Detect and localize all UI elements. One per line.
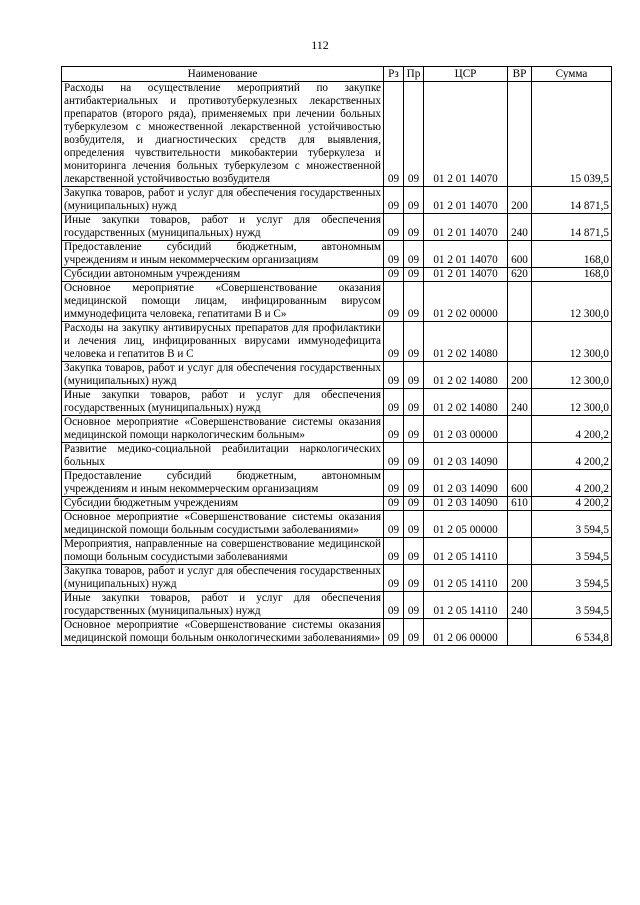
- row-pr: 09: [404, 538, 424, 565]
- table-row: [62, 565, 612, 592]
- table-header-row: [62, 67, 612, 82]
- row-name: Закупка товаров, работ и услуг для обеспечения государственных (муниципальных) нужд: [62, 187, 384, 214]
- row-csr: 01 2 01 14070: [424, 268, 508, 282]
- row-sum: 4 200,2: [532, 470, 612, 497]
- table-row: [62, 241, 612, 268]
- row-vr: [508, 416, 532, 443]
- row-csr: 01 2 01 14070: [424, 214, 508, 241]
- row-sum: 14 871,5: [532, 214, 612, 241]
- row-rz: 09: [384, 511, 404, 538]
- row-csr: 01 2 05 14110: [424, 565, 508, 592]
- row-sum: 168,0: [532, 268, 612, 282]
- row-name: Закупка товаров, работ и услуг для обеспечения государственных (муниципальных) нужд: [62, 362, 384, 389]
- row-vr: 610: [508, 497, 532, 511]
- table-row: [62, 443, 612, 470]
- row-rz: 09: [384, 241, 404, 268]
- row-name: Расходы на осуществление мероприятий по закупке антибактериальных и противотуберкулезных лекарственных препаратов (второго ряда), применяемых при лечении больных туберкулезом с множественной лекарственной устойчивостью возбудителя, и диагностических средств для выявления, определения чувствительности микобактерии туберкулеза и мониторинга лечения больных туберкулезом с множественной лекарственной устойчивостью возбудителя: [62, 82, 384, 187]
- row-pr: 09: [404, 416, 424, 443]
- row-rz: 09: [384, 282, 404, 322]
- header-name: Наименование: [62, 67, 384, 82]
- row-vr: [508, 282, 532, 322]
- row-vr: [508, 443, 532, 470]
- row-name: Мероприятия, направленные на совершенствование медицинской помощи больным сосудистыми заболеваниями: [62, 538, 384, 565]
- row-vr: 240: [508, 389, 532, 416]
- row-rz: 09: [384, 214, 404, 241]
- row-name: Основное мероприятие «Совершенствование системы оказания медицинской помощи наркологическим больным»: [62, 416, 384, 443]
- header-vr: ВР: [508, 67, 532, 82]
- row-rz: 09: [384, 362, 404, 389]
- row-pr: 09: [404, 389, 424, 416]
- row-vr: 200: [508, 565, 532, 592]
- row-vr: [508, 538, 532, 565]
- table-row: [62, 511, 612, 538]
- row-sum: 3 594,5: [532, 592, 612, 619]
- table-row: [62, 592, 612, 619]
- row-rz: 09: [384, 443, 404, 470]
- row-csr: 01 2 05 14110: [424, 592, 508, 619]
- row-name: Развитие медико-социальной реабилитации наркологических больных: [62, 443, 384, 470]
- table-row: [62, 416, 612, 443]
- row-rz: 09: [384, 389, 404, 416]
- row-pr: 09: [404, 322, 424, 362]
- table-row: [62, 82, 612, 187]
- row-csr: 01 2 03 14090: [424, 497, 508, 511]
- row-name: Предоставление субсидий бюджетным, автономным учреждениям и иным некоммерческим организациям: [62, 241, 384, 268]
- row-pr: 09: [404, 592, 424, 619]
- row-sum: 15 039,5: [532, 82, 612, 187]
- row-name: Основное мероприятие «Совершенствование оказания медицинской помощи лицам, инфицированным вирусом иммунодефицита человека, гепатитами В и С»: [62, 282, 384, 322]
- page-number: 112: [311, 38, 329, 52]
- row-csr: 01 2 01 14070: [424, 82, 508, 187]
- row-name: Иные закупки товаров, работ и услуг для обеспечения государственных (муниципальных) нужд: [62, 592, 384, 619]
- table-row: [62, 282, 612, 322]
- row-vr: 600: [508, 241, 532, 268]
- row-sum: 12 300,0: [532, 362, 612, 389]
- row-rz: 09: [384, 187, 404, 214]
- row-vr: 240: [508, 214, 532, 241]
- row-sum: 3 594,5: [532, 511, 612, 538]
- row-pr: 09: [404, 241, 424, 268]
- header-pr: Пр: [404, 67, 424, 82]
- row-sum: 12 300,0: [532, 322, 612, 362]
- row-rz: 09: [384, 592, 404, 619]
- table-row: [62, 619, 612, 646]
- row-rz: 09: [384, 538, 404, 565]
- row-sum: 14 871,5: [532, 187, 612, 214]
- row-pr: 09: [404, 619, 424, 646]
- row-csr: 01 2 02 00000: [424, 282, 508, 322]
- row-rz: 09: [384, 268, 404, 282]
- table-row: [62, 497, 612, 511]
- row-csr: 01 2 02 14080: [424, 362, 508, 389]
- row-vr: [508, 82, 532, 187]
- row-name: Основное мероприятие «Совершенствование системы оказания медицинской помощи больным сосудистыми заболеваниями»: [62, 511, 384, 538]
- budget-table: [61, 66, 612, 646]
- row-rz: 09: [384, 416, 404, 443]
- row-vr: 620: [508, 268, 532, 282]
- row-pr: 09: [404, 511, 424, 538]
- row-name: Субсидии автономным учреждениям: [62, 268, 384, 282]
- row-sum: 12 300,0: [532, 389, 612, 416]
- row-vr: 200: [508, 362, 532, 389]
- row-sum: 6 534,8: [532, 619, 612, 646]
- row-csr: 01 2 05 14110: [424, 538, 508, 565]
- table-row: [62, 538, 612, 565]
- table-row: [62, 362, 612, 389]
- row-pr: 09: [404, 282, 424, 322]
- row-sum: 12 300,0: [532, 282, 612, 322]
- row-name: Предоставление субсидий бюджетным, автономным учреждениям и иным некоммерческим организациям: [62, 470, 384, 497]
- row-csr: 01 2 01 14070: [424, 187, 508, 214]
- row-rz: 09: [384, 619, 404, 646]
- header-csr: ЦСР: [424, 67, 508, 82]
- row-vr: 240: [508, 592, 532, 619]
- row-rz: 09: [384, 322, 404, 362]
- table-row: [62, 214, 612, 241]
- table-row: [62, 187, 612, 214]
- row-pr: 09: [404, 82, 424, 187]
- row-sum: 4 200,2: [532, 497, 612, 511]
- row-csr: 01 2 02 14080: [424, 389, 508, 416]
- row-csr: 01 2 01 14070: [424, 241, 508, 268]
- row-pr: 09: [404, 497, 424, 511]
- row-vr: [508, 619, 532, 646]
- row-csr: 01 2 02 14080: [424, 322, 508, 362]
- row-name: Закупка товаров, работ и услуг для обеспечения государственных (муниципальных) нужд: [62, 565, 384, 592]
- row-sum: 4 200,2: [532, 416, 612, 443]
- row-rz: 09: [384, 497, 404, 511]
- row-rz: 09: [384, 470, 404, 497]
- row-sum: 3 594,5: [532, 538, 612, 565]
- row-vr: 200: [508, 187, 532, 214]
- header-rz: Рз: [384, 67, 404, 82]
- row-name: Субсидии бюджетным учреждениям: [62, 497, 384, 511]
- row-csr: 01 2 03 14090: [424, 470, 508, 497]
- row-vr: [508, 322, 532, 362]
- row-pr: 09: [404, 187, 424, 214]
- table-body: [62, 82, 612, 646]
- row-csr: 01 2 06 00000: [424, 619, 508, 646]
- row-name: Иные закупки товаров, работ и услуг для обеспечения государственных (муниципальных) нужд: [62, 214, 384, 241]
- row-csr: 01 2 05 00000: [424, 511, 508, 538]
- header-sum: Сумма: [532, 67, 612, 82]
- row-pr: 09: [404, 470, 424, 497]
- row-vr: 600: [508, 470, 532, 497]
- table-row: [62, 322, 612, 362]
- row-name: Основное мероприятие «Совершенствование системы оказания медицинской помощи больным онкологическими заболеваниями»: [62, 619, 384, 646]
- table-row: [62, 268, 612, 282]
- table-row: [62, 389, 612, 416]
- table-row: [62, 470, 612, 497]
- row-csr: 01 2 03 00000: [424, 416, 508, 443]
- row-pr: 09: [404, 268, 424, 282]
- row-csr: 01 2 03 14090: [424, 443, 508, 470]
- row-rz: 09: [384, 82, 404, 187]
- row-pr: 09: [404, 362, 424, 389]
- row-sum: 4 200,2: [532, 443, 612, 470]
- row-pr: 09: [404, 443, 424, 470]
- row-rz: 09: [384, 565, 404, 592]
- row-vr: [508, 511, 532, 538]
- row-sum: 168,0: [532, 241, 612, 268]
- row-name: Расходы на закупку антивирусных препаратов для профилактики и лечения лиц, инфицированных вирусами иммунодефицита человека и гепатитов В и С: [62, 322, 384, 362]
- row-pr: 09: [404, 565, 424, 592]
- row-sum: 3 594,5: [532, 565, 612, 592]
- row-pr: 09: [404, 214, 424, 241]
- row-name: Иные закупки товаров, работ и услуг для обеспечения государственных (муниципальных) нужд: [62, 389, 384, 416]
